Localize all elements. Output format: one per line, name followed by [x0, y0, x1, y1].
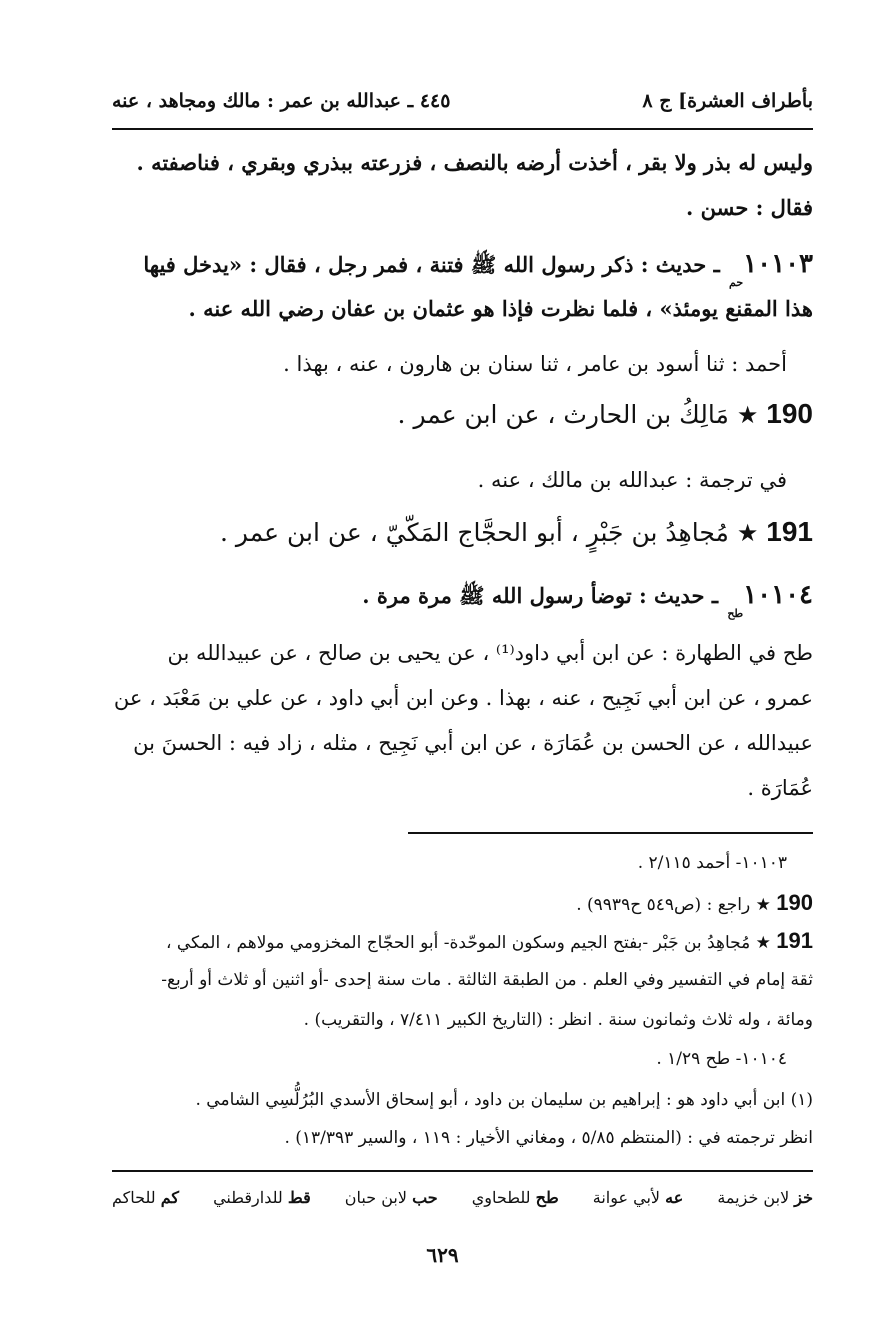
footnote-number: 190 [776, 890, 813, 915]
sigla-item: حب لابن حبان [344, 1188, 438, 1207]
isnad-line: عبيدالله ، عن الحسن بن عُمَارَة ، عن ابن أبي نَجِيح ، مثله ، زاد فيه : الحسنَ بن [133, 731, 813, 755]
entry-number: 191 [766, 516, 813, 547]
isnad-chain [112, 352, 787, 376]
running-header [112, 84, 813, 118]
sigla-legend [112, 1188, 813, 1207]
footnote-line: ومائة ، وله ثلاث وثمانون سنة . انظر : (التاريخ الكبير ٧/٤١١ ، والتقريب) . [303, 1010, 813, 1030]
footnote-line: ثقة إمام في التفسير وفي العلم . من الطبقة الثالثة . مات سنة إحدى -أو اثنين أو ثلاث أو أربع- [161, 970, 813, 990]
footnote-rule [408, 832, 813, 834]
sigla-rule [112, 1170, 813, 1172]
sigla-item: قط للدارقطني [213, 1188, 311, 1207]
entry-note: في ترجمة : عبدالله بن مالك ، عنه . [477, 468, 787, 492]
star-icon: ★ [755, 895, 771, 915]
narrator-entry-191 [112, 516, 813, 548]
footnote-text: راجع : (ص٥٤٩ ح٩٩٣٩) . [576, 895, 751, 915]
hadith-number: ١٠١٠٤ [743, 580, 813, 610]
header-section-title: ٤٤٥ ـ عبدالله بن عمر : مالك ومجاهد ، عنه [112, 90, 451, 112]
footnote-10104: ١٠١٠٤- طح ١/٢٩ . [656, 1049, 787, 1069]
body-line: وليس له بذر ولا بقر ، أخذت أرضه بالنصف ، فزرعته ببذري وبقري ، فناصفته . [136, 150, 813, 175]
isnad-line: طح في الطهارة : عن ابن أبي داود⁽¹⁾ ، عن يحيى بن صالح ، عن عبيدالله بن [167, 641, 813, 665]
sigla-item: عه لأبي عوانة [592, 1188, 684, 1207]
star-icon: ★ [736, 401, 759, 429]
body-line: فقال : حسن . [685, 195, 813, 220]
header-book-title: بأطراف العشرة] ج ٨ [642, 90, 813, 112]
isnad-text: أحمد : ثنا أسود بن عامر ، ثنا سنان بن هارون ، عنه ، بهذا . [283, 352, 787, 376]
sigla-item: طح للطحاوي [471, 1188, 559, 1207]
footnote-10103: ١٠١٠٣- أحمد ٢/١١٥ . [637, 853, 787, 873]
hadith-number: ١٠١٠٣ [743, 249, 813, 279]
sigla-item: خز لابن خزيمة [717, 1188, 813, 1207]
header-rule [112, 128, 813, 130]
hadith-text-line: هذا المقنع يومئذ» ، فلما نظرت فإذا هو عثمان بن عفان رضي الله عنه . [188, 296, 813, 321]
isnad-line: عُمَارَة . [747, 776, 813, 800]
source-mark: طح [727, 607, 744, 620]
hadith-10103-heading [112, 249, 813, 289]
star-icon: ★ [736, 519, 759, 547]
narrator-entry-190 [112, 398, 813, 430]
hadith-text: ـ حديث : توضأ رسول الله ﷺ مرة مرة . [362, 583, 718, 608]
hadith-text: ـ حديث : ذكر رسول الله ﷺ فتنة ، فمر رجل ، فقال : «يدخل فيها [143, 252, 720, 277]
footnote-number: 191 [776, 928, 813, 953]
sigla-item: كم للحاكم [112, 1188, 180, 1207]
footnote-1: (١) ابن أبي داود هو : إبراهيم بن سليمان بن داود ، أبو إسحاق الأسدي البُرُلُّسِي الشامي . [195, 1090, 813, 1110]
star-icon: ★ [755, 933, 771, 953]
footnote-text: مُجاهِدُ بن جَبْر -بفتح الجيم وسكون الموحّدة- أبو الحجّاج المخزومي مولاهم ، المكي ، [165, 933, 751, 953]
narrator-name: مُجاهِدُ بن جَبْرٍ ، أبو الحجَّاج المَكّيّ ، عن ابن عمر . [220, 518, 729, 547]
hadith-10104-heading [112, 580, 813, 620]
footnote-line: انظر ترجمته في : (المنتظم ٥/٨٥ ، ومغاني الأخيار : ١١٩ ، والسير ١٣/٣٩٣) . [284, 1128, 813, 1148]
page-number: ٦٢٩ [426, 1243, 459, 1267]
footnote-191 [112, 928, 813, 954]
footnote-190 [112, 890, 813, 916]
entry-number: 190 [766, 398, 813, 429]
narrator-name: مَالِكُ بن الحارث ، عن ابن عمر . [397, 400, 729, 429]
isnad-line: عمرو ، عن ابن أبي نَجِيح ، عنه ، بهذا . وعن ابن أبي داود ، عن علي بن مَعْبَد ، عن [113, 686, 813, 710]
source-mark: حم [729, 276, 744, 289]
